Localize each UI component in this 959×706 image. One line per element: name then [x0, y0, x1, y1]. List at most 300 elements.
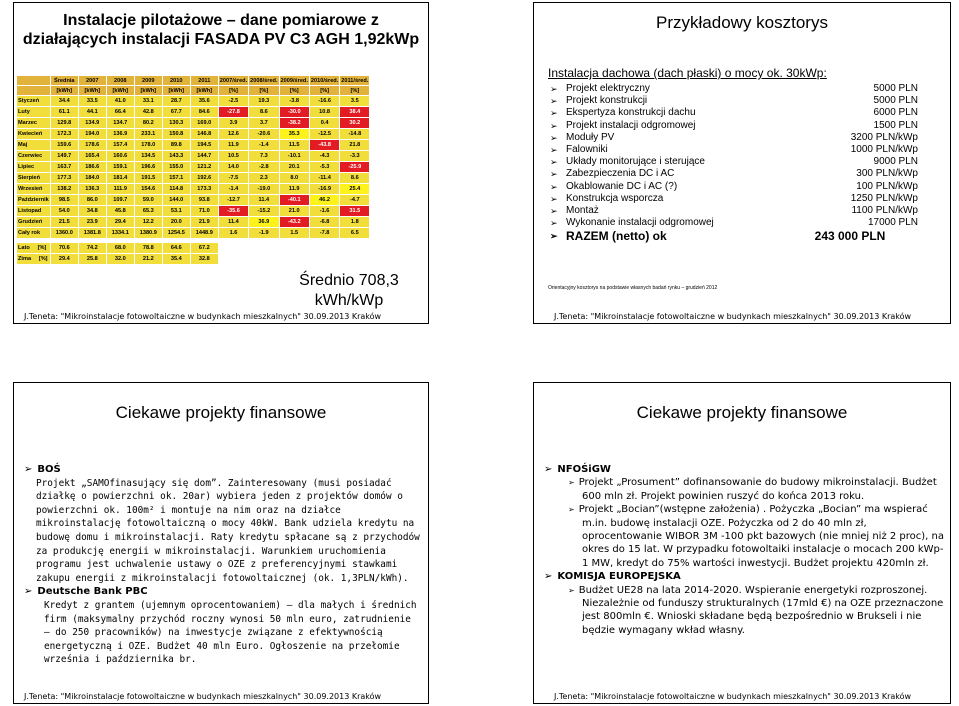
cost-value: 100 PLN/kWp: [856, 180, 918, 192]
table-cell: 12.6: [218, 129, 248, 140]
table-cell: 46.2: [309, 195, 339, 206]
cost-item: [550, 120, 930, 132]
table-cell: -12.7: [218, 195, 248, 206]
table-cell: 8.6: [249, 107, 279, 118]
table-header-cell: [%]: [279, 86, 309, 96]
table-row: [17, 173, 370, 184]
table-cell: 36.9: [249, 217, 279, 228]
table-cell: 71.0: [190, 206, 218, 217]
total-value: 243 000 PLN: [814, 229, 886, 244]
slide-footer: J.Teneta: "Mikroinstalacje fotowoltaiczne w budynkach mieszkalnych" 30.09.2013 Kraków: [24, 692, 382, 701]
cost-item: [550, 95, 930, 107]
list-item: [568, 503, 944, 570]
cost-label: Zabezpieczenia DC i AC: [566, 168, 675, 180]
table-cell: 32.0: [106, 254, 134, 265]
table-cell: 134.9: [78, 118, 106, 129]
row-label: Lato [%]: [17, 243, 51, 254]
table-cell: -10.1: [279, 151, 309, 162]
table-row: [17, 96, 370, 107]
cost-label: Moduły PV: [566, 131, 615, 143]
arrow-bullet-icon: ➢: [550, 132, 558, 143]
cost-label: Wykonanie instalacji odgromowej: [566, 217, 714, 229]
table-header-cell: 2010/śred.: [310, 77, 339, 84]
list-item-text: Projekt „Prosument” dofinansowanie do budowy mikroinstalacji. Budżet 600 mln zł. Projekt powinien ruszyć do końca 2013 roku.: [578, 477, 937, 502]
table-cell: -30.0: [279, 107, 309, 118]
table-cell: 65.3: [134, 206, 162, 217]
table-cell: 44.1: [78, 107, 106, 118]
table-cell: 42.8: [134, 107, 162, 118]
table-cell: -11.4: [309, 173, 339, 184]
table-cell: -27.8: [218, 107, 248, 118]
slide-title: Ciekawe projekty finansowe: [115, 403, 327, 422]
cost-total: [550, 229, 930, 244]
table-cell: 186.6: [78, 162, 106, 173]
arrow-bullet-icon: ➢: [550, 205, 558, 216]
section-heading: ➢ KOMISJA EUROPEJSKA: [544, 571, 681, 583]
table-header-cell: [%]: [249, 86, 279, 96]
table-cell: 157.1: [162, 173, 190, 184]
table-cell: 84.6: [190, 107, 218, 118]
table-cell: 1254.5: [162, 228, 190, 239]
cost-item: [550, 144, 930, 156]
row-label: Październik: [17, 195, 51, 206]
table-cell: -40.1: [279, 195, 309, 206]
table-cell: -3.8: [279, 96, 309, 107]
table-header-cell: [kWh]: [190, 86, 218, 96]
table-cell: 134.5: [134, 151, 162, 162]
slide-title: Instalacje pilotażowe – dane pomiarowe z działających instalacji FASADA PV C3 AGH 1,92kWp: [22, 12, 420, 48]
table-cell: 1381.8: [78, 228, 106, 239]
table-cell: 3.7: [249, 118, 279, 129]
table-cell: 136.3: [78, 184, 106, 195]
row-label: Listopad: [17, 206, 51, 217]
table-cell: -4.7: [340, 195, 370, 206]
table-cell: 21.9: [190, 217, 218, 228]
table-cell: -16.6: [309, 96, 339, 107]
table-cell: 159.6: [50, 140, 78, 151]
cost-label: Układy monitorujące i sterujące: [566, 156, 705, 168]
table-cell: -1.4: [218, 184, 248, 195]
table-cell: 1.5: [279, 228, 309, 239]
arrow-bullet-icon: ➢: [550, 218, 558, 229]
table-cell: 134.7: [106, 118, 134, 129]
arrow-bullet-icon: ➢: [550, 193, 558, 204]
table-cell: -1.6: [309, 206, 339, 217]
table-cell: 194.5: [190, 140, 218, 151]
table-cell: 89.8: [162, 140, 190, 151]
table-header-cell: Średnia: [50, 76, 78, 86]
table-cell: 150.8: [162, 129, 190, 140]
table-header-cell: 2011: [190, 76, 218, 86]
table-cell: -20.6: [249, 129, 279, 140]
financing-body: [544, 463, 944, 637]
table-cell: 163.7: [50, 162, 78, 173]
section-text: Projekt „SAMOfinasujący się dom”. Zainteresowany (musi posiadać działkę o powierzchni ok. 20ar) wybiera jeden z projektów domów o powierzchni ok. 100m² i montuje na nim oraz na działce mikroinstalację fotowoltaiczną o mocy 40kW. Bank udziela kredytu na budowę domu i mikroinstalacji. Raty kredytu spłacane są z przychodów za produkcję energii w mikroinstalacji. Warunkiem uruchomienia programu jest uchwalenie ustawy o OZE z preferencyjnymi stawkami zakupu energii z mikroinstalacji fotowoltaicznej (ok. 1,3PLN/kWh).: [36, 477, 420, 584]
table-cell: 196.6: [134, 162, 162, 173]
table-cell: 25.8: [78, 254, 106, 265]
row-label: Luty: [17, 107, 51, 118]
cost-value: 1500 PLN: [873, 119, 918, 131]
list-item-text: Budżet UE28 na lata 2014-2020. Wspieranie energetyki rozproszonej. Niezależnie od funduszy strukturalnych (17mld €) na OZE przeznaczone jest 800mln €. Wnioski składane będą bezpośrednio w Brukseli i nie będzie wymagany wkład własny.: [578, 584, 944, 636]
cost-item: [550, 193, 930, 205]
arrow-bullet-icon: ➢: [550, 96, 558, 107]
average-yield: Średnio 708,3 kWh/kWp: [299, 272, 399, 309]
arrow-bullet-icon: ➢: [550, 144, 558, 155]
table-cell: 191.5: [134, 173, 162, 184]
cost-value: 1250 PLN/kWp: [850, 192, 918, 204]
slide-financing-2: [533, 382, 951, 704]
cost-label: Okablowanie DC i AC (?): [566, 180, 678, 192]
table-cell: 130.3: [162, 118, 190, 129]
table-cell: 74.2: [78, 243, 106, 254]
table-cell: 21.2: [134, 254, 162, 265]
table-header-cell: 2011/śred.: [341, 77, 369, 84]
table-cell: 11.4: [249, 195, 279, 206]
table-cell: 66.4: [106, 107, 134, 118]
table-cell: 144.7: [190, 151, 218, 162]
cost-label: Montaż: [566, 204, 599, 216]
table-row: [17, 140, 370, 151]
row-label: Czerwiec: [17, 151, 51, 162]
table-cell: -43.8: [309, 140, 339, 151]
cost-item: [550, 217, 930, 229]
table-cell: 0.4: [309, 118, 339, 129]
table-cell: 114.8: [162, 184, 190, 195]
table-cell: 138.2: [50, 184, 78, 195]
table-row: [17, 118, 370, 129]
table-row: [17, 243, 370, 254]
table-header-cell: [%]: [218, 86, 248, 96]
table-cell: 154.6: [134, 184, 162, 195]
table-cell: 233.1: [134, 129, 162, 140]
arrow-bullet-icon: ➢: [550, 108, 558, 119]
estimate-note: Orientacyjny kosztorys na podstawie własnych badań rynku – grudzień 2012: [548, 285, 718, 291]
table-cell: 1.6: [218, 228, 248, 239]
table-cell: 33.1: [134, 96, 162, 107]
table-cell: -43.2: [279, 217, 309, 228]
table-cell: 155.0: [162, 162, 190, 173]
table-header-cell: [kWh]: [162, 86, 190, 96]
table-cell: 10.8: [309, 107, 339, 118]
arrow-bullet-icon: ➢: [550, 120, 558, 131]
cost-label: Projekt instalacji odgromowej: [566, 119, 696, 131]
table-cell: 184.0: [78, 173, 106, 184]
slide-footer: J.Teneta: "Mikroinstalacje fotowoltaiczne w budynkach mieszkalnych" 30.09.2013 Kraków: [24, 312, 382, 321]
table-header-cell: [17, 76, 51, 86]
table-cell: 178.6: [78, 140, 106, 151]
cost-value: 5000 PLN: [873, 83, 918, 94]
table-cell: 23.9: [78, 217, 106, 228]
slide-footer: J.Teneta: "Mikroinstalacje fotowoltaiczne w budynkach mieszkalnych" 30.09.2013 Kraków: [554, 692, 912, 701]
section-heading: ➢ Deutsche Bank PBC: [24, 586, 148, 598]
table-cell: 21.0: [279, 206, 309, 217]
table-cell: 28.7: [162, 96, 190, 107]
table-cell: 1380.9: [134, 228, 162, 239]
table-cell: 194.0: [78, 129, 106, 140]
table-cell: 86.0: [78, 195, 106, 206]
table-cell: 67.7: [162, 107, 190, 118]
table-cell: 38.4: [340, 107, 370, 118]
table-row: [17, 228, 370, 239]
cost-value: 5000 PLN: [873, 95, 918, 107]
arrow-bullet-icon: ➢: [24, 464, 33, 475]
table-cell: 2.3: [249, 173, 279, 184]
table-header-cell: 2007: [78, 76, 106, 86]
cost-value: 17000 PLN: [867, 217, 918, 229]
table-cell: 33.5: [78, 96, 106, 107]
table-cell: -14.8: [340, 129, 370, 140]
cost-value: 3200 PLN/kWp: [850, 131, 918, 143]
arrow-bullet-icon: ➢: [544, 464, 553, 475]
table-cell: 64.6: [162, 243, 190, 254]
table-cell: 165.4: [78, 151, 106, 162]
table-row: [17, 217, 370, 228]
table-cell: 8.6: [340, 173, 370, 184]
table-cell: 20.0: [162, 217, 190, 228]
table-cell: 1360.0: [50, 228, 78, 239]
table-header-cell: [kWh]: [106, 86, 134, 96]
table-cell: 78.8: [134, 243, 162, 254]
table-cell: 143.3: [162, 151, 190, 162]
cost-value: 1100 PLN/kWp: [851, 204, 918, 216]
row-label: Styczeń: [17, 96, 51, 107]
table-cell: 181.4: [106, 173, 134, 184]
slide-pilot-data: [13, 2, 429, 324]
table-header-cell: [17, 86, 51, 96]
table-cell: 111.9: [106, 184, 134, 195]
table-row: [17, 206, 370, 217]
table-cell: 7.3: [249, 151, 279, 162]
slide-footer: J.Teneta: "Mikroinstalacje fotowoltaiczne w budynkach mieszkalnych" 30.09.2013 Kraków: [554, 312, 912, 321]
table-cell: -25.9: [340, 162, 370, 173]
table-cell: 1.8: [340, 217, 370, 228]
table-cell: 172.3: [50, 129, 78, 140]
row-label: Maj: [17, 140, 51, 151]
table-cell: 35.4: [162, 254, 190, 265]
table-cell: 192.6: [190, 173, 218, 184]
table-cell: 59.0: [134, 195, 162, 206]
list-item: [568, 584, 944, 638]
cost-value: 9000 PLN: [873, 156, 918, 168]
table-cell: 136.9: [106, 129, 134, 140]
table-cell: 177.3: [50, 173, 78, 184]
financing-body: [24, 463, 420, 667]
table-cell: 11.5: [279, 140, 309, 151]
table-cell: 29.4: [50, 254, 78, 265]
table-cell: 12.2: [134, 217, 162, 228]
table-cell: 10.5: [218, 151, 248, 162]
table-cell: 169.0: [190, 118, 218, 129]
table-cell: 144.0: [162, 195, 190, 206]
list-item-text: Projekt „Bocian”(wstępne założenia) . Pożyczka „Bocian” ma wspierać m.in. budowę instalacji OZE. Pożyczka od 2 do 40 mln zł, oprocentowanie WIBOR 3M -100 pkt bazowych (nie mniej niż 2 proc), na okres do 15 lat. W przypadku fotowoltaiki instalacje o mocach 200 kWp-1 MW, kredyt do 75% wartości inwestycji. Budżet projektu 420mln zł.: [578, 504, 944, 569]
list-item: [568, 476, 944, 503]
table-cell: -6.8: [309, 217, 339, 228]
table-cell: 1448.9: [190, 228, 218, 239]
row-label: Marzec: [17, 118, 51, 129]
table-cell: 34.8: [78, 206, 106, 217]
table-cell: 45.8: [106, 206, 134, 217]
arrow-bullet-icon: ➢: [24, 586, 33, 598]
section-list: [544, 584, 944, 638]
table-header-cell: 2010: [162, 76, 190, 86]
table-cell: -15.2: [249, 206, 279, 217]
table-cell: 53.1: [162, 206, 190, 217]
table-cell: 93.8: [190, 195, 218, 206]
section-heading: ➢ NFOŚiGW: [544, 464, 611, 475]
table-row: [17, 129, 370, 140]
cost-item: [550, 205, 930, 217]
table-header-cell: 2007/śred.: [219, 77, 248, 84]
total-label: RAZEM (netto) ok: [566, 229, 667, 244]
table-cell: 173.3: [190, 184, 218, 195]
pv-measurement-table: [16, 75, 370, 265]
row-label: Grudzień: [17, 217, 51, 228]
table-cell: -3.3: [340, 151, 370, 162]
table-header-cell: 2009/śred.: [280, 77, 308, 84]
table-cell: 11.4: [218, 217, 248, 228]
table-cell: 29.4: [106, 217, 134, 228]
table-cell: 30.2: [340, 118, 370, 129]
table-cell: 35.6: [190, 96, 218, 107]
table-header-row: [17, 86, 370, 96]
table-cell: 146.8: [190, 129, 218, 140]
cost-label: Projekt konstrukcji: [566, 95, 648, 107]
cost-list: [550, 83, 930, 244]
row-label: Cały rok: [17, 228, 51, 239]
table-cell: 6.5: [340, 228, 370, 239]
table-cell: 14.0: [218, 162, 248, 173]
table-row: [17, 254, 370, 265]
table-header-cell: [kWh]: [134, 86, 162, 96]
table-row: [17, 107, 370, 118]
arrow-bullet-icon: ➢: [550, 169, 558, 180]
table-header-cell: 2008: [106, 76, 134, 86]
table-header-cell: 2008/śred.: [250, 77, 278, 84]
table-cell: 54.0: [50, 206, 78, 217]
table-cell: -7.5: [218, 173, 248, 184]
table-cell: 61.1: [50, 107, 78, 118]
table-cell: -35.6: [218, 206, 248, 217]
table-cell: 3.9: [218, 118, 248, 129]
table-cell: 41.0: [106, 96, 134, 107]
table-cell: -19.0: [249, 184, 279, 195]
table-cell: 34.4: [50, 96, 78, 107]
table-cell: -2.5: [218, 96, 248, 107]
section-text: Kredyt z grantem (ujemnym oprocentowaniem) – dla małych i średnich firm (maksymalny przychód roczny wynosi 50 mln euro, zatrudnienie – do 250 pracowników) na inwestycje związane z efektywnością energetyczną i OZE. Budżet 40 mln Euro. Ogłoszenie na przełomie września i października br.: [44, 599, 417, 666]
slide-title: Ciekawe projekty finansowe: [636, 403, 848, 422]
arrow-bullet-icon: ➢: [550, 181, 558, 192]
section-list: [544, 476, 944, 570]
table-cell: 157.4: [106, 140, 134, 151]
table-cell: 70.6: [50, 243, 78, 254]
table-cell: 121.2: [190, 162, 218, 173]
table-row: [17, 195, 370, 206]
arrow-bullet-icon: ➢: [568, 478, 575, 488]
table-header-cell: 2009: [134, 76, 162, 86]
table-cell: 3.5: [340, 96, 370, 107]
table-cell: 32.8: [190, 254, 218, 265]
row-label: Wrzesień: [17, 184, 51, 195]
table-cell: 31.5: [340, 206, 370, 217]
cost-item: [550, 132, 930, 144]
table-cell: 160.6: [106, 151, 134, 162]
table-cell: 109.7: [106, 195, 134, 206]
cost-value: 1000 PLN/kWp: [850, 143, 918, 155]
table-cell: 1334.1: [106, 228, 134, 239]
table-cell: 80.2: [134, 118, 162, 129]
slide-financing-1: [13, 382, 429, 704]
table-cell: -38.2: [279, 118, 309, 129]
arrow-bullet-icon: ➢: [568, 505, 575, 515]
table-cell: -16.9: [309, 184, 339, 195]
arrow-bullet-icon: ➢: [544, 571, 553, 583]
slide-cost-estimate: [533, 2, 951, 324]
table-cell: 20.1: [279, 162, 309, 173]
cost-label: Falowniki: [566, 143, 608, 155]
table-header-cell: [kWh]: [78, 86, 106, 96]
table-cell: -12.5: [309, 129, 339, 140]
row-label: Lipiec: [17, 162, 51, 173]
table-cell: 129.8: [50, 118, 78, 129]
cost-value: 300 PLN/kWp: [856, 168, 918, 180]
table-cell: 159.1: [106, 162, 134, 173]
table-cell: 25.4: [340, 184, 370, 195]
cost-label: Projekt elektryczny: [566, 83, 650, 94]
table-cell: 21.5: [50, 217, 78, 228]
table-cell: 35.3: [279, 129, 309, 140]
row-label: Sierpień: [17, 173, 51, 184]
row-label: Zima [%]: [17, 254, 51, 265]
row-label: Kwiecień: [17, 129, 51, 140]
table-header-cell: [%]: [340, 86, 370, 96]
table-row: [17, 151, 370, 162]
arrow-bullet-icon: ➢: [550, 231, 558, 242]
slide-title: Przykładowy kosztorys: [656, 13, 828, 32]
cost-label: Ekspertyza konstrukcji dachu: [566, 107, 696, 119]
cost-value: 6000 PLN: [873, 107, 918, 119]
table-cell: -4.3: [309, 151, 339, 162]
table-cell: 11.9: [218, 140, 248, 151]
cost-item: [550, 107, 930, 119]
table-header-row: [17, 76, 370, 86]
table-cell: -1.4: [249, 140, 279, 151]
cost-item: [550, 156, 930, 168]
table-cell: -1.9: [249, 228, 279, 239]
table-cell: 11.9: [279, 184, 309, 195]
cost-item: [550, 181, 930, 193]
table-row: [17, 184, 370, 195]
table-cell: 19.3: [249, 96, 279, 107]
arrow-bullet-icon: ➢: [568, 585, 575, 595]
cost-item: [550, 83, 930, 95]
arrow-bullet-icon: ➢: [550, 157, 558, 168]
table-cell: 8.0: [279, 173, 309, 184]
table-cell: 21.8: [340, 140, 370, 151]
cost-label: Konstrukcja wsporcza: [566, 192, 664, 204]
section-heading: ➢ BOŚ: [24, 464, 61, 475]
table-row: [17, 162, 370, 173]
cost-item: [550, 168, 930, 180]
table-cell: 149.7: [50, 151, 78, 162]
table-cell: 68.0: [106, 243, 134, 254]
cost-heading: Instalacja dachowa (dach płaski) o mocy ok. 30kWp:: [548, 66, 827, 80]
table-cell: -5.3: [309, 162, 339, 173]
arrow-bullet-icon: ➢: [550, 84, 558, 94]
table-cell: -7.8: [309, 228, 339, 239]
table-cell: -2.8: [249, 162, 279, 173]
table-cell: 178.0: [134, 140, 162, 151]
table-cell: 67.2: [190, 243, 218, 254]
